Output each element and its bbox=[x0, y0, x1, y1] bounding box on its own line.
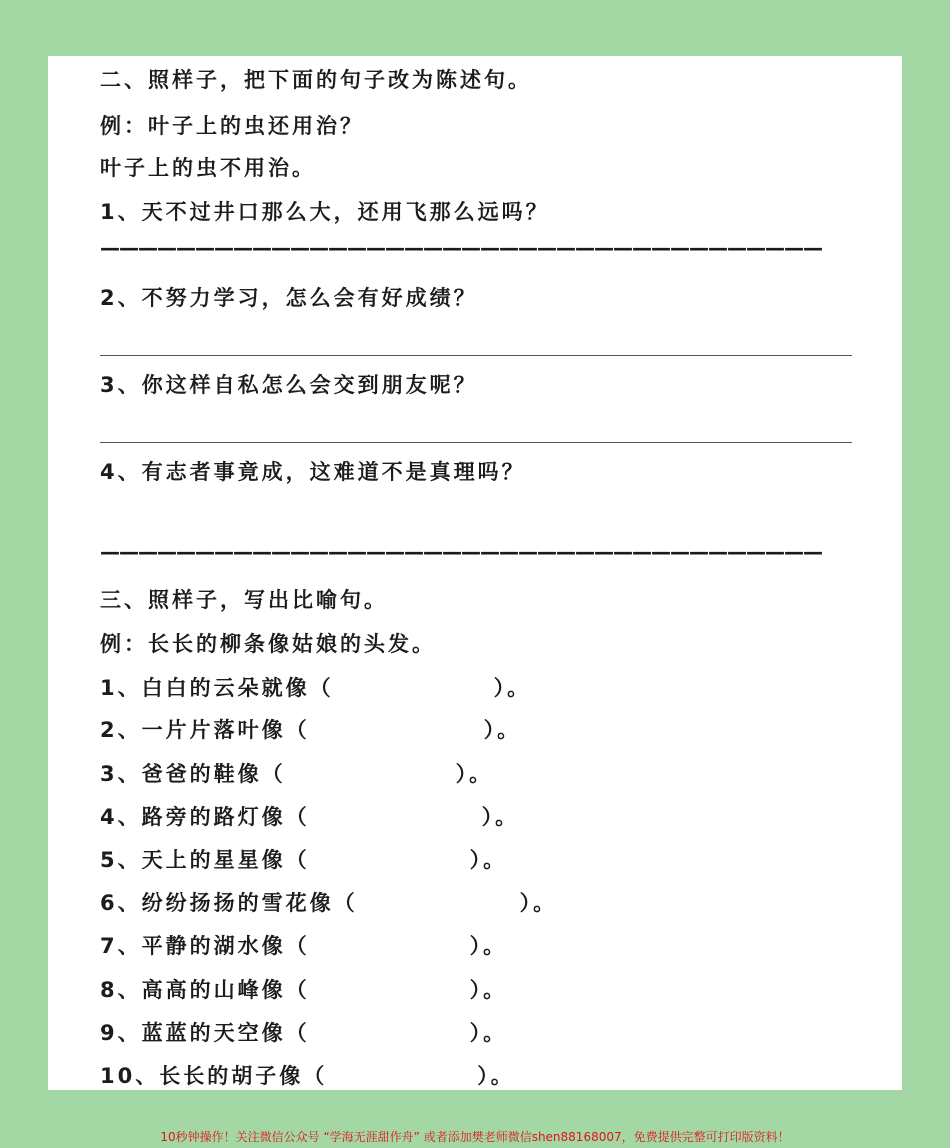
section2-item-2: 2、不努力学习，怎么会有好成绩？ bbox=[100, 286, 478, 310]
simile-item-5 bbox=[100, 844, 507, 874]
simile-item-3-suffix: ）。 bbox=[455, 762, 494, 786]
simile-item-1-suffix: ）。 bbox=[493, 676, 532, 700]
simile-item-2-prefix: 2、一片片落叶像（ bbox=[100, 718, 310, 742]
simile-item-6-suffix: ）。 bbox=[519, 891, 558, 915]
simile-item-8-suffix: ）。 bbox=[469, 978, 508, 1002]
simile-item-7-prefix: 7、平静的湖水像（ bbox=[100, 934, 310, 958]
simile-item-7 bbox=[100, 930, 507, 960]
section2-example-question: 例：叶子上的虫还用治？ bbox=[100, 114, 364, 138]
simile-item-10-suffix: ）。 bbox=[477, 1064, 515, 1088]
simile-item-3-prefix: 3、爸爸的鞋像（ bbox=[100, 762, 286, 786]
simile-item-8-prefix: 8、高高的山峰像（ bbox=[100, 978, 310, 1002]
simile-item-6-prefix: 6、纷纷扬扬的雪花像（ bbox=[100, 891, 358, 915]
section2-item-4: 4、有志者事竟成，这难道不是真理吗？ bbox=[100, 460, 526, 484]
simile-item-5-suffix: ）。 bbox=[469, 848, 508, 872]
promo-footer: 10秒钟操作！关注微信公众号 “学海无涯甜作舟” 或者添加樊老师微信shen88168007，免费提供完整可打印版资料！ bbox=[160, 1130, 790, 1144]
simile-item-4-suffix: ）。 bbox=[481, 805, 520, 829]
answer-line-2 bbox=[100, 355, 852, 356]
simile-item-10 bbox=[100, 1060, 515, 1090]
simile-item-9 bbox=[100, 1017, 507, 1047]
simile-item-7-suffix: ）。 bbox=[469, 934, 508, 958]
section2-item-3: 3、你这样自私怎么会交到朋友呢？ bbox=[100, 373, 478, 397]
answer-dash-line-4: —————————————————————————————————————— bbox=[100, 540, 822, 564]
section2-example-answer: 叶子上的虫不用治。 bbox=[100, 156, 316, 180]
simile-item-1-prefix: 1、白白的云朵就像（ bbox=[100, 676, 334, 700]
simile-item-9-suffix: ）。 bbox=[469, 1021, 508, 1045]
simile-item-4 bbox=[100, 801, 519, 831]
simile-item-10-prefix: 10、长长的胡子像（ bbox=[100, 1064, 328, 1088]
section2-item-1: 1、天不过井口那么大，还用飞那么远吗？ bbox=[100, 200, 550, 224]
section3-example: 例：长长的柳条像姑娘的头发。 bbox=[100, 632, 436, 656]
simile-item-6 bbox=[100, 887, 557, 917]
simile-item-3 bbox=[100, 758, 493, 788]
simile-item-2 bbox=[100, 714, 521, 744]
section3-heading: 三、照样子，写出比喻句。 bbox=[100, 588, 388, 612]
simile-item-9-prefix: 9、蓝蓝的天空像（ bbox=[100, 1021, 310, 1045]
simile-item-1 bbox=[100, 672, 531, 702]
section2-heading: 二、照样子，把下面的句子改为陈述句。 bbox=[100, 68, 532, 92]
answer-line-3 bbox=[100, 442, 852, 443]
simile-item-5-prefix: 5、天上的星星像（ bbox=[100, 848, 310, 872]
answer-dash-line-1: —————————————————————————————————————— bbox=[100, 236, 822, 260]
simile-item-2-suffix: ）。 bbox=[483, 718, 522, 742]
simile-item-4-prefix: 4、路旁的路灯像（ bbox=[100, 805, 310, 829]
simile-item-8 bbox=[100, 974, 507, 1004]
